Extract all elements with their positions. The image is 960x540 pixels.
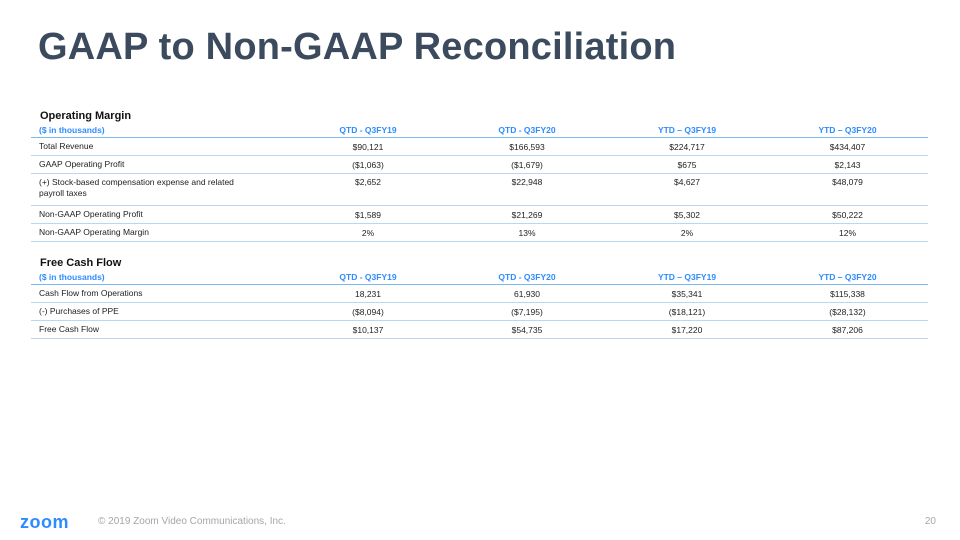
cell-value: $22,948 — [447, 174, 607, 206]
cell-value: 2% — [289, 224, 447, 242]
section-title-operating-margin: Operating Margin — [40, 110, 132, 122]
table-row — [31, 138, 928, 156]
slide-title: GAAP to Non-GAAP Reconciliation — [38, 26, 677, 68]
table-row — [31, 285, 928, 303]
page-number: 20 — [924, 516, 936, 527]
cell-value: $90,121 — [289, 138, 447, 156]
section-title-free-cash-flow: Free Cash Flow — [40, 257, 122, 269]
table-row — [31, 206, 928, 224]
cell-value: $50,222 — [767, 206, 928, 224]
column-header: ($ in thousands) — [31, 123, 289, 138]
table-row — [31, 174, 928, 206]
copyright-text: © 2019 Zoom Video Communications, Inc. — [98, 516, 286, 527]
column-header: ($ in thousands) — [31, 270, 289, 285]
cell-value: $1,589 — [289, 206, 447, 224]
free-cash-flow-section — [31, 257, 928, 339]
row-label: Non-GAAP Operating Profit — [31, 206, 289, 224]
table-row — [31, 156, 928, 174]
column-header: YTD – Q3FY19 — [607, 123, 767, 138]
cell-value: 12% — [767, 224, 928, 242]
operating-margin-section — [31, 110, 928, 242]
column-header: YTD – Q3FY20 — [767, 270, 928, 285]
cell-value: ($1,063) — [289, 156, 447, 174]
column-header: QTD - Q3FY19 — [289, 123, 447, 138]
row-label: Free Cash Flow — [31, 321, 289, 339]
row-label: (-) Purchases of PPE — [31, 303, 289, 321]
row-label — [31, 174, 289, 206]
cell-value: $87,206 — [767, 321, 928, 339]
cell-value: $2,143 — [767, 156, 928, 174]
column-header: QTD - Q3FY20 — [447, 123, 607, 138]
cell-value: 61,930 — [447, 285, 607, 303]
cell-value: $115,338 — [767, 285, 928, 303]
row-label: Total Revenue — [31, 138, 289, 156]
zoom-logo: zoom — [20, 512, 69, 532]
row-label: GAAP Operating Profit — [31, 156, 289, 174]
column-header: YTD – Q3FY20 — [767, 123, 928, 138]
table-row — [31, 224, 928, 242]
cell-value: ($28,132) — [767, 303, 928, 321]
cell-value: $2,652 — [289, 174, 447, 206]
cell-value: $224,717 — [607, 138, 767, 156]
cell-value: 18,231 — [289, 285, 447, 303]
row-label: Cash Flow from Operations — [31, 285, 289, 303]
column-header: YTD – Q3FY19 — [607, 270, 767, 285]
cell-value: $675 — [607, 156, 767, 174]
cell-value: 2% — [607, 224, 767, 242]
cell-value: $17,220 — [607, 321, 767, 339]
column-header: QTD - Q3FY19 — [289, 270, 447, 285]
cell-value: 13% — [447, 224, 607, 242]
table-header-row — [31, 123, 928, 138]
cell-value: ($18,121) — [607, 303, 767, 321]
cell-value: $21,269 — [447, 206, 607, 224]
cell-value: ($1,679) — [447, 156, 607, 174]
table-row — [31, 321, 928, 339]
cell-value: $434,407 — [767, 138, 928, 156]
table-row — [31, 303, 928, 321]
cell-value: $5,302 — [607, 206, 767, 224]
operating-margin-table — [31, 123, 928, 242]
column-header: QTD - Q3FY20 — [447, 270, 607, 285]
cell-value: $35,341 — [607, 285, 767, 303]
table-header-row — [31, 270, 928, 285]
cell-value: ($8,094) — [289, 303, 447, 321]
row-label-text: (+) Stock-based compensation expense and related payroll taxes — [39, 177, 234, 198]
cell-value: $54,735 — [447, 321, 607, 339]
cell-value: $4,627 — [607, 174, 767, 206]
cell-value: $166,593 — [447, 138, 607, 156]
cell-value: $48,079 — [767, 174, 928, 206]
cell-value: ($7,195) — [447, 303, 607, 321]
free-cash-flow-table — [31, 270, 928, 339]
cell-value: $10,137 — [289, 321, 447, 339]
row-label: Non-GAAP Operating Margin — [31, 224, 289, 242]
